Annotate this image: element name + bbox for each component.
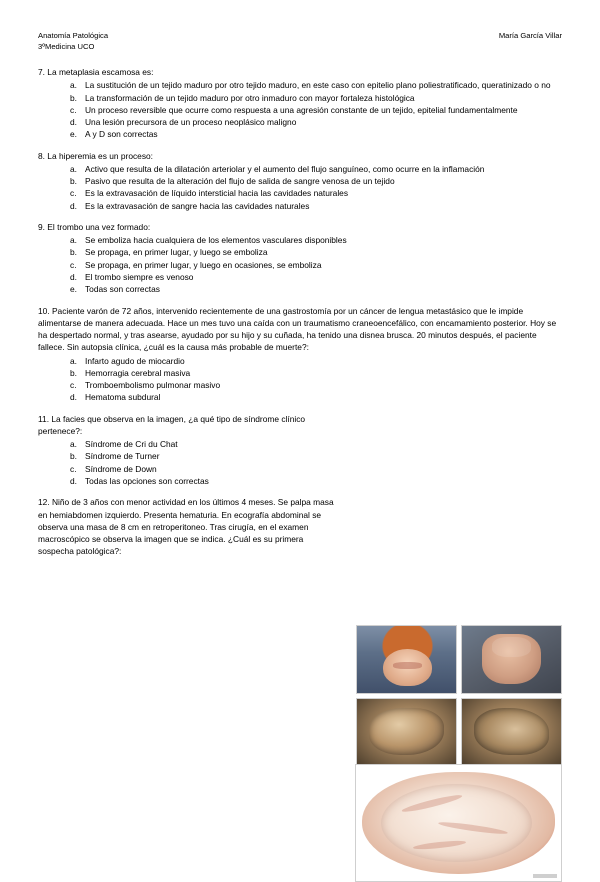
option-item[interactable] xyxy=(38,92,562,104)
course-year: 3ºMedicina UCO xyxy=(38,42,95,51)
option-letter: c. xyxy=(70,188,77,199)
question-10-options xyxy=(38,355,562,404)
option-letter: b. xyxy=(70,247,77,258)
option-letter: d. xyxy=(70,200,77,211)
gross-tumor-cut-surface-photo xyxy=(355,764,562,882)
option-item[interactable] xyxy=(38,475,562,487)
option-letter: c. xyxy=(70,259,77,270)
option-text: Tromboembolismo pulmonar masivo xyxy=(85,380,221,391)
option-text: Síndrome de Cri du Chat xyxy=(85,439,178,450)
question-9-options xyxy=(38,234,562,295)
option-letter: a. xyxy=(70,235,77,246)
option-text: Hemorragia cerebral masiva xyxy=(85,367,191,378)
option-letter: e. xyxy=(70,129,77,140)
course-title: Anatomía Patológica xyxy=(38,31,109,40)
question-7-options xyxy=(38,79,562,140)
option-item[interactable] xyxy=(38,367,562,379)
question-12-stem: 12. Niño de 3 años con menor actividad en los últimos 4 meses. Se palpa masa en hemiabdomen izquierdo. Presenta hematuria. En ecografía abdominal se observa una masa de 8 cm en retroperitoneo. Tras cirugía, en el examen macroscópico se observa la imagen que se indica. ¿Cuál es su primera sospecha patológica?: xyxy=(38,497,334,557)
option-item[interactable] xyxy=(38,355,562,367)
option-text: Todas las opciones son correctas xyxy=(85,475,209,486)
option-text: Se emboliza hacia cualquiera de los elementos vasculares disponibles xyxy=(85,235,347,246)
option-text: Es la extravasación de líquido intersticial hacia las cavidades naturales xyxy=(85,188,349,199)
option-item[interactable] xyxy=(38,187,562,199)
option-letter: b. xyxy=(70,92,77,103)
question-12 xyxy=(38,496,562,557)
option-text: El trombo siempre es venoso xyxy=(85,271,194,282)
clinical-facies-photo xyxy=(356,625,457,694)
specimen-image-a xyxy=(357,699,457,766)
option-letter: a. xyxy=(70,80,77,91)
option-item[interactable] xyxy=(38,259,562,271)
option-text: La sustitución de un tejido maduro por otro tejido maduro, en este caso con epitelio plano poliestratificado, queratinizado o no xyxy=(85,80,551,91)
option-text: Un proceso reversible que ocurre como respuesta a una agresión constante de un tejido, epitelial fundamentalmente xyxy=(85,104,518,115)
questions-body xyxy=(38,66,562,558)
option-letter: d. xyxy=(70,271,77,282)
option-text: Es la extravasación de sangre hacia las cavidades naturales xyxy=(85,200,310,211)
question-10-stem: 10. Paciente varón de 72 años, intervenido recientemente de una gastrostomía por un cáncer de lengua metastásico que le impide alimentarse de manera adecuada. Hace un mes tuvo una caída con un traumatismo craneoencefálico, con encamamiento posterior. Hoy se ha despertado normal, y tras asearse, ayudado por su hijo y su cuñada, ha tenido una disnea brusca. 20 minutos después, el paciente fallece. Sin autopsia clínica, ¿cuál es la causa más probable de muerte?: xyxy=(38,305,557,353)
option-item[interactable] xyxy=(38,175,562,187)
page-header xyxy=(38,30,562,52)
option-item[interactable] xyxy=(38,379,562,391)
option-text: Se propaga, en primer lugar, y luego en ocasiones, se emboliza xyxy=(85,259,322,270)
option-letter: d. xyxy=(70,475,77,486)
clinical-hand-photo xyxy=(461,625,562,694)
option-letter: b. xyxy=(70,176,77,187)
option-letter: c. xyxy=(70,104,77,115)
figure-row-top xyxy=(356,625,562,694)
option-text: Hematoma subdural xyxy=(85,392,161,403)
option-letter: a. xyxy=(70,355,77,366)
header-left xyxy=(38,30,108,52)
facies-image xyxy=(357,626,457,693)
option-text: Pasivo que resulta de la alteración del flujo de salida de sangre venosa de un tejido xyxy=(85,176,395,187)
option-item[interactable] xyxy=(38,163,562,175)
option-text: Síndrome de Turner xyxy=(85,451,160,462)
option-letter: d. xyxy=(70,392,77,403)
option-text: Se propaga, en primer lugar, y luego se emboliza xyxy=(85,247,268,258)
option-item[interactable] xyxy=(38,104,562,116)
option-letter: c. xyxy=(70,380,77,391)
option-text: La transformación de un tejido maduro por otro inmaduro con mayor fortaleza histológica xyxy=(85,92,415,103)
question-9-stem: 9. El trombo una vez formado: xyxy=(38,221,151,232)
question-7 xyxy=(38,66,562,141)
question-10 xyxy=(38,305,562,404)
option-item[interactable] xyxy=(38,116,562,128)
option-letter: b. xyxy=(70,451,77,462)
option-letter: c. xyxy=(70,463,77,474)
option-item[interactable] xyxy=(38,463,562,475)
figure-row-bottom xyxy=(356,698,562,767)
question-7-stem: 7. La metaplasia escamosa es: xyxy=(38,67,154,77)
author-name: María García Villar xyxy=(498,31,562,40)
option-letter: a. xyxy=(70,163,77,174)
option-item[interactable] xyxy=(38,438,562,450)
option-item[interactable] xyxy=(38,128,562,140)
option-letter: a. xyxy=(70,439,77,450)
question-9 xyxy=(38,221,562,296)
option-text: Todas son correctas xyxy=(85,284,160,295)
option-text: Síndrome de Down xyxy=(85,463,157,474)
question-8-options xyxy=(38,163,562,212)
option-item[interactable] xyxy=(38,246,562,258)
option-item[interactable] xyxy=(38,200,562,212)
question-11-options xyxy=(38,438,562,487)
figure-group-syndrome xyxy=(356,625,562,771)
option-item[interactable] xyxy=(38,391,562,403)
question-11 xyxy=(38,413,562,488)
hand-image xyxy=(462,626,562,693)
specimen-image-b xyxy=(462,699,562,766)
option-text: Una lesión precursora de un proceso neoplásico maligno xyxy=(85,117,297,128)
option-item[interactable] xyxy=(38,271,562,283)
option-letter: d. xyxy=(70,117,77,128)
option-letter: b. xyxy=(70,367,77,378)
gross-specimen-photo-b xyxy=(461,698,562,767)
question-11-stem: 11. La facies que observa en la imagen, ¿a qué tipo de síndrome clínico pertenece?: xyxy=(38,413,306,436)
option-item[interactable] xyxy=(38,79,562,91)
question-8-stem: 8. La hiperemia es un proceso: xyxy=(38,150,153,161)
option-text: A y D son correctas xyxy=(85,129,158,140)
option-item[interactable] xyxy=(38,283,562,295)
option-item[interactable] xyxy=(38,234,562,246)
option-text: Infarto agudo de miocardio xyxy=(85,355,185,366)
scale-bar xyxy=(533,874,557,878)
option-text: Activo que resulta de la dilatación arteriolar y el aumento del flujo sanguíneo, como ocurre en la inflamación xyxy=(85,163,485,174)
option-item[interactable] xyxy=(38,450,562,462)
option-letter: e. xyxy=(70,284,77,295)
question-8 xyxy=(38,150,562,212)
gross-specimen-photo-a xyxy=(356,698,457,767)
